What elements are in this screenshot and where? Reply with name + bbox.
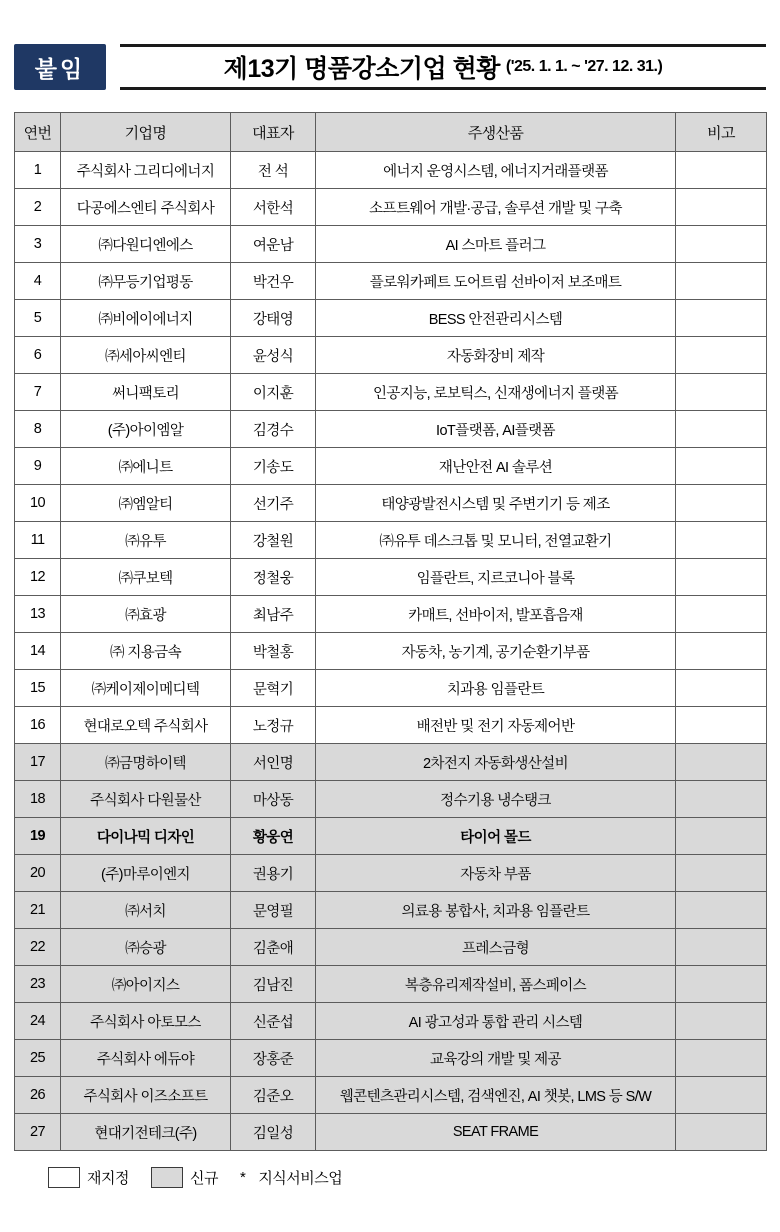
cell-no: 15 <box>15 670 61 707</box>
cell-company-name: ㈜비에이에너지 <box>61 300 231 337</box>
table-row <box>15 152 767 189</box>
cell-product: 플로워카페트 도어트림 선바이저 보조매트 <box>316 263 676 300</box>
cell-no: 16 <box>15 707 61 744</box>
table-row <box>15 300 767 337</box>
cell-ceo: 마상동 <box>231 781 316 818</box>
cell-note <box>676 1003 767 1040</box>
table-header-row <box>15 113 767 152</box>
cell-ceo: 여운남 <box>231 226 316 263</box>
cell-company-name: (주)마루이엔지 <box>61 855 231 892</box>
cell-ceo: 강태영 <box>231 300 316 337</box>
cell-product: BESS 안전관리시스템 <box>316 300 676 337</box>
cell-ceo: 정철웅 <box>231 559 316 596</box>
table-row <box>15 374 767 411</box>
cell-ceo: 김준오 <box>231 1077 316 1114</box>
cell-note <box>676 966 767 1003</box>
title-bar <box>120 44 766 90</box>
cell-note <box>676 300 767 337</box>
table-row <box>15 929 767 966</box>
cell-company-name: ㈜케이제이메디텍 <box>61 670 231 707</box>
legend-label-knowledge-service: 지식서비스업 <box>258 1170 343 1187</box>
cell-no: 26 <box>15 1077 61 1114</box>
cell-no: 3 <box>15 226 61 263</box>
cell-no: 12 <box>15 559 61 596</box>
column-header-note: 비고 <box>676 113 767 152</box>
cell-company-name: ㈜서치 <box>61 892 231 929</box>
cell-company-name: 주식회사 에듀야 <box>61 1040 231 1077</box>
legend-swatch-new <box>151 1167 183 1188</box>
cell-product: 인공지능, 로보틱스, 신재생에너지 플랫폼 <box>316 374 676 411</box>
cell-ceo: 김남진 <box>231 966 316 1003</box>
cell-note <box>676 855 767 892</box>
cell-product: 자동화장비 제작 <box>316 337 676 374</box>
cell-product: 에너지 운영시스템, 에너지거래플랫폼 <box>316 152 676 189</box>
table-row <box>15 633 767 670</box>
cell-product: 복층유리제작설비, 폼스페이스 <box>316 966 676 1003</box>
cell-product: 자동차, 농기계, 공기순환기부품 <box>316 633 676 670</box>
cell-no: 4 <box>15 263 61 300</box>
table-row <box>15 226 767 263</box>
table-row <box>15 263 767 300</box>
document-page <box>0 44 780 1232</box>
cell-no: 17 <box>15 744 61 781</box>
column-header-product: 주생산품 <box>316 113 676 152</box>
cell-no: 24 <box>15 1003 61 1040</box>
cell-company-name: 주식회사 이즈소프트 <box>61 1077 231 1114</box>
cell-product: SEAT FRAME <box>316 1114 676 1151</box>
cell-company-name: ㈜효광 <box>61 596 231 633</box>
cell-note <box>676 1077 767 1114</box>
cell-product: 자동차 부품 <box>316 855 676 892</box>
cell-company-name: ㈜금명하이텍 <box>61 744 231 781</box>
cell-ceo: 김경수 <box>231 411 316 448</box>
cell-note <box>676 485 767 522</box>
cell-company-name: ㈜아이지스 <box>61 966 231 1003</box>
table-row <box>15 559 767 596</box>
cell-no: 6 <box>15 337 61 374</box>
table-row <box>15 1114 767 1151</box>
cell-note <box>676 707 767 744</box>
cell-note <box>676 337 767 374</box>
cell-note <box>676 263 767 300</box>
cell-company-name: 써니팩토리 <box>61 374 231 411</box>
cell-no: 2 <box>15 189 61 226</box>
legend <box>14 1167 766 1188</box>
cell-ceo: 최남주 <box>231 596 316 633</box>
column-header-no: 연번 <box>15 113 61 152</box>
table-row <box>15 596 767 633</box>
table-row <box>15 337 767 374</box>
cell-product: 태양광발전시스템 및 주변기기 등 제조 <box>316 485 676 522</box>
table-row <box>15 781 767 818</box>
cell-no: 20 <box>15 855 61 892</box>
cell-note <box>676 633 767 670</box>
cell-note <box>676 1040 767 1077</box>
cell-ceo: 박철홍 <box>231 633 316 670</box>
legend-label-new: 신규 <box>189 1170 218 1187</box>
cell-product: 2차전지 자동화생산설비 <box>316 744 676 781</box>
cell-company-name: 주식회사 다원물산 <box>61 781 231 818</box>
cell-company-name: ㈜에니트 <box>61 448 231 485</box>
cell-no: 14 <box>15 633 61 670</box>
cell-ceo: 서인명 <box>231 744 316 781</box>
cell-product: 배전반 및 전기 자동제어반 <box>316 707 676 744</box>
cell-note <box>676 559 767 596</box>
cell-company-name: ㈜다원디엔에스 <box>61 226 231 263</box>
cell-company-name: ㈜쿠보텍 <box>61 559 231 596</box>
cell-company-name: ㈜승광 <box>61 929 231 966</box>
cell-company-name: 다이나믹 디자인 <box>61 818 231 855</box>
cell-ceo: 윤성식 <box>231 337 316 374</box>
cell-ceo: 박건우 <box>231 263 316 300</box>
cell-no: 23 <box>15 966 61 1003</box>
table-row <box>15 818 767 855</box>
cell-ceo: 서한석 <box>231 189 316 226</box>
cell-product: AI 광고성과 통합 관리 시스템 <box>316 1003 676 1040</box>
table-row <box>15 1003 767 1040</box>
cell-company-name: ㈜엠알티 <box>61 485 231 522</box>
cell-product: 타이어 몰드 <box>316 818 676 855</box>
table-row <box>15 411 767 448</box>
cell-product: 임플란트, 지르코니아 블록 <box>316 559 676 596</box>
table-row <box>15 966 767 1003</box>
cell-no: 27 <box>15 1114 61 1151</box>
cell-company-name: 주식회사 아토모스 <box>61 1003 231 1040</box>
cell-ceo: 이지훈 <box>231 374 316 411</box>
column-header-ceo: 대표자 <box>231 113 316 152</box>
table-row <box>15 670 767 707</box>
cell-product: 소프트웨어 개발·공급, 솔루션 개발 및 구축 <box>316 189 676 226</box>
cell-no: 9 <box>15 448 61 485</box>
cell-note <box>676 448 767 485</box>
cell-product: 재난안전 AI 솔루션 <box>316 448 676 485</box>
cell-ceo: 노정규 <box>231 707 316 744</box>
cell-no: 22 <box>15 929 61 966</box>
cell-no: 5 <box>15 300 61 337</box>
cell-company-name: 주식회사 그리디에너지 <box>61 152 231 189</box>
cell-note <box>676 781 767 818</box>
table-row <box>15 189 767 226</box>
cell-note <box>676 374 767 411</box>
cell-note <box>676 189 767 226</box>
table-row <box>15 448 767 485</box>
cell-note <box>676 1114 767 1151</box>
cell-ceo: 문혁기 <box>231 670 316 707</box>
cell-product: 교육강의 개발 및 제공 <box>316 1040 676 1077</box>
table-header <box>15 113 767 152</box>
cell-ceo: 문영필 <box>231 892 316 929</box>
table-row <box>15 1077 767 1114</box>
cell-note <box>676 670 767 707</box>
cell-product: 프레스금형 <box>316 929 676 966</box>
cell-product: 정수기용 냉수탱크 <box>316 781 676 818</box>
cell-company-name: (주)아이엠알 <box>61 411 231 448</box>
cell-no: 18 <box>15 781 61 818</box>
cell-company-name: ㈜유투 <box>61 522 231 559</box>
column-header-company: 기업명 <box>61 113 231 152</box>
cell-ceo: 김춘애 <box>231 929 316 966</box>
table-row <box>15 744 767 781</box>
table-body <box>15 152 767 1151</box>
cell-note <box>676 596 767 633</box>
cell-ceo: 신준섭 <box>231 1003 316 1040</box>
cell-no: 13 <box>15 596 61 633</box>
cell-ceo: 권용기 <box>231 855 316 892</box>
table-row <box>15 1040 767 1077</box>
cell-product: 치과용 임플란트 <box>316 670 676 707</box>
cell-product: AI 스마트 플러그 <box>316 226 676 263</box>
cell-ceo: 강철원 <box>231 522 316 559</box>
cell-ceo: 장홍준 <box>231 1040 316 1077</box>
table-row <box>15 892 767 929</box>
cell-company-name: ㈜세아씨엔티 <box>61 337 231 374</box>
cell-product: 의료용 봉합사, 치과용 임플란트 <box>316 892 676 929</box>
cell-no: 10 <box>15 485 61 522</box>
cell-note <box>676 929 767 966</box>
cell-company-name: 현대기전테크(주) <box>61 1114 231 1151</box>
table-row <box>15 855 767 892</box>
cell-no: 11 <box>15 522 61 559</box>
company-table <box>14 112 767 1151</box>
cell-company-name: 현대로오텍 주식회사 <box>61 707 231 744</box>
cell-ceo: 황웅연 <box>231 818 316 855</box>
page-title-period: ('25. 1. 1. ~ '27. 12. 31.) <box>505 58 663 75</box>
page-title: 제13기 명품강소기업 현황 <box>223 55 500 83</box>
cell-no: 25 <box>15 1040 61 1077</box>
cell-note <box>676 818 767 855</box>
cell-company-name: ㈜ 지용금속 <box>61 633 231 670</box>
cell-no: 19 <box>15 818 61 855</box>
cell-no: 7 <box>15 374 61 411</box>
table-row <box>15 522 767 559</box>
cell-company-name: 다공에스엔티 주식회사 <box>61 189 231 226</box>
cell-ceo: 선기주 <box>231 485 316 522</box>
cell-note <box>676 522 767 559</box>
cell-product: IoT플랫폼, AI플랫폼 <box>316 411 676 448</box>
cell-note <box>676 744 767 781</box>
attachment-badge: 붙임 <box>14 44 106 90</box>
cell-ceo: 전 석 <box>231 152 316 189</box>
cell-note <box>676 152 767 189</box>
cell-product: ㈜유투 데스크톱 및 모니터, 전열교환기 <box>316 522 676 559</box>
cell-no: 1 <box>15 152 61 189</box>
cell-ceo: 기송도 <box>231 448 316 485</box>
legend-swatch-renewal <box>48 1167 80 1188</box>
table-row <box>15 485 767 522</box>
cell-note <box>676 226 767 263</box>
legend-label-renewal: 재지정 <box>87 1170 129 1187</box>
cell-product: 카매트, 선바이저, 발포흡음재 <box>316 596 676 633</box>
cell-note <box>676 411 767 448</box>
cell-note <box>676 892 767 929</box>
table-row <box>15 707 767 744</box>
cell-ceo: 김일성 <box>231 1114 316 1151</box>
legend-star-marker: * <box>239 1169 246 1186</box>
cell-company-name: ㈜무등기업평동 <box>61 263 231 300</box>
cell-product: 웹콘텐츠관리시스템, 검색엔진, AI 챗봇, LMS 등 S/W <box>316 1077 676 1114</box>
cell-no: 21 <box>15 892 61 929</box>
document-header <box>14 44 766 90</box>
cell-no: 8 <box>15 411 61 448</box>
